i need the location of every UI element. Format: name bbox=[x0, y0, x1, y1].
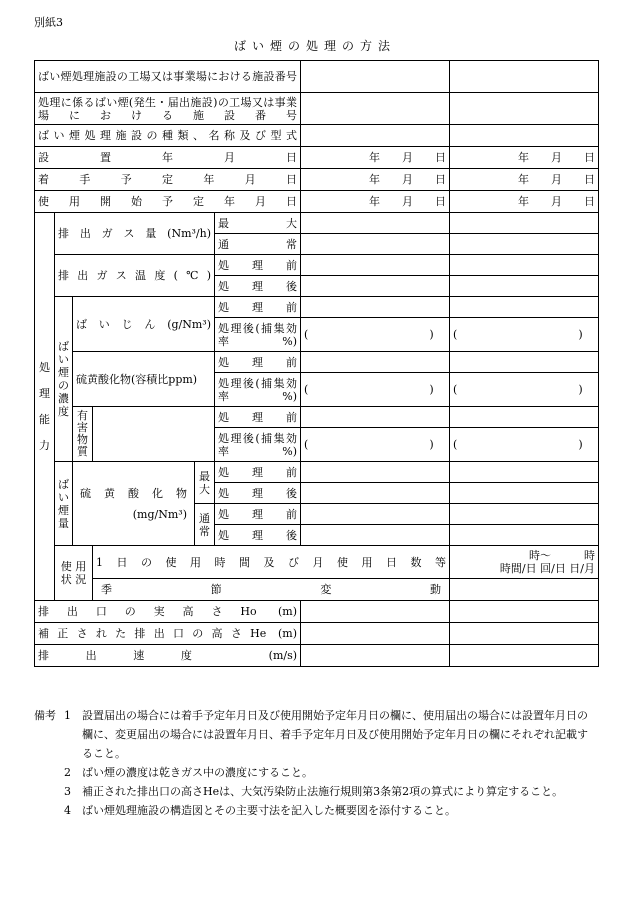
amount-normal-before-field-1[interactable] bbox=[301, 504, 450, 525]
note-text: 補正された排出口の高さHeは、大気汚染防止法施行規則第3条第2項の算式により算定すること。 bbox=[82, 785, 564, 798]
related-facility-number-field-2[interactable] bbox=[450, 93, 599, 125]
facility-type-label: ばい煙処理施設の種類、名称及び型式 bbox=[35, 125, 301, 147]
install-date-label: 設置年月日 bbox=[35, 147, 301, 169]
gas-volume-label: 排出ガス量(Nm³/h) bbox=[55, 213, 215, 255]
amount-normal-after-field-2[interactable] bbox=[450, 525, 599, 546]
velocity-label: 排出速度 (m/s) bbox=[35, 645, 301, 667]
velocity-field-2[interactable] bbox=[450, 645, 599, 667]
gas-volume-normal-field-2[interactable] bbox=[450, 234, 599, 255]
annex-label: 別紙3 bbox=[34, 16, 63, 29]
start-date-field-2[interactable]: 年 月 日 bbox=[450, 169, 599, 191]
gas-volume-max-field-2[interactable] bbox=[450, 213, 599, 234]
gas-temp-label: 排出ガス温度(℃) bbox=[55, 255, 215, 297]
note-item bbox=[34, 801, 594, 820]
note-number: 1 bbox=[64, 709, 71, 722]
capacity-section-label: 処 理 能 力 bbox=[35, 213, 55, 601]
dust-before-field-2[interactable] bbox=[450, 297, 599, 318]
sox-ppm-before-label: 処理前 bbox=[215, 352, 301, 373]
gas-temp-before-field-1[interactable] bbox=[301, 255, 450, 276]
facility-number-field-2[interactable] bbox=[450, 61, 599, 93]
note-item bbox=[34, 706, 594, 763]
amount-label: ば い 煙 量 bbox=[55, 462, 73, 546]
harmful-before-field-2[interactable] bbox=[450, 407, 599, 428]
note-text: ばい煙の濃度は乾きガス中の濃度にすること。 bbox=[82, 766, 313, 779]
start-date-label: 着手予定年月日 bbox=[35, 169, 301, 191]
amount-max-label: 最 大 bbox=[195, 462, 215, 504]
note-item bbox=[34, 782, 594, 801]
gas-volume-normal-label: 通常 bbox=[215, 234, 301, 255]
notes-section bbox=[34, 706, 594, 820]
use-date-field-1[interactable]: 年 月 日 bbox=[301, 191, 450, 213]
dust-after-field-2[interactable]: ( ) bbox=[450, 318, 599, 352]
corrected-height-field-1[interactable] bbox=[301, 623, 450, 645]
install-date-field-1[interactable]: 年 月 日 bbox=[301, 147, 450, 169]
gas-temp-after-label: 処理後 bbox=[215, 276, 301, 297]
usage-hours-field-1-line1: 時〜 時 bbox=[529, 549, 596, 562]
usage-hours-field-1[interactable] bbox=[450, 546, 599, 579]
usage-hours-field-1-line2: 時間/日 回/日 日/月 bbox=[499, 562, 596, 575]
install-date-field-2[interactable]: 年 月 日 bbox=[450, 147, 599, 169]
sox-ppm-label: 硫黄酸化物(容積比ppm) bbox=[73, 352, 215, 407]
facility-number-label: ばい煙処理施設の工場又は事業場における施設番号 bbox=[35, 61, 301, 93]
harmful-after-field-2[interactable]: ( ) bbox=[450, 428, 599, 462]
sox-ppm-after-label: 処理後(捕集効率%) bbox=[215, 373, 301, 407]
actual-height-label: 排出口の実高さHo (m) bbox=[35, 601, 301, 623]
dust-before-label: 処理前 bbox=[215, 297, 301, 318]
gas-volume-normal-field-1[interactable] bbox=[301, 234, 450, 255]
related-facility-number-label: 処理に係るばい煙(発生・届出施設)の工場又は事業場における施設番号 bbox=[35, 93, 301, 125]
gas-volume-max-field-1[interactable] bbox=[301, 213, 450, 234]
harmful-after-label: 処理後(捕集効率%) bbox=[215, 428, 301, 462]
sox-amount-unit: (mg/Nm³) bbox=[132, 507, 187, 521]
sox-ppm-after-field-1[interactable]: ( ) bbox=[301, 373, 450, 407]
actual-height-field-2[interactable] bbox=[450, 601, 599, 623]
sox-ppm-before-field-1[interactable] bbox=[301, 352, 450, 373]
velocity-field-1[interactable] bbox=[301, 645, 450, 667]
sox-amount-name: 硫黄酸化物 bbox=[80, 486, 187, 500]
dust-after-label: 処理後(捕集効率%) bbox=[215, 318, 301, 352]
harmful-name-field[interactable] bbox=[93, 407, 215, 462]
amount-max-after-field-1[interactable] bbox=[301, 483, 450, 504]
sox-ppm-after-field-2[interactable]: ( ) bbox=[450, 373, 599, 407]
note-text: ばい煙処理施設の構造図とその主要寸法を記入した概要図を添付すること。 bbox=[82, 804, 456, 817]
gas-temp-before-label: 処理前 bbox=[215, 255, 301, 276]
amount-normal-after-label: 処理後 bbox=[215, 525, 301, 546]
facility-type-field-1[interactable] bbox=[301, 125, 450, 147]
amount-normal-after-field-1[interactable] bbox=[301, 525, 450, 546]
amount-normal-label: 通 常 bbox=[195, 504, 215, 546]
dust-after-field-1[interactable]: ( ) bbox=[301, 318, 450, 352]
gas-temp-after-field-1[interactable] bbox=[301, 276, 450, 297]
amount-max-after-label: 処理後 bbox=[215, 483, 301, 504]
harmful-before-label: 処理前 bbox=[215, 407, 301, 428]
harmful-after-field-1[interactable]: ( ) bbox=[301, 428, 450, 462]
dust-before-field-1[interactable] bbox=[301, 297, 450, 318]
note-text: 設置届出の場合には着手予定年月日及び使用開始予定年月日の欄に、使用届出の場合には設置年月日の欄に、変更届出の場合には設置年月日、着手予定年月日及び使用開始予定年月日の欄にそれぞれ記載すること。 bbox=[82, 709, 588, 760]
note-number: 3 bbox=[64, 785, 71, 798]
use-date-field-2[interactable]: 年 月 日 bbox=[450, 191, 599, 213]
harmful-before-field-1[interactable] bbox=[301, 407, 450, 428]
sox-amount-label bbox=[73, 462, 195, 546]
corrected-height-label: 補正された排出口の高さHe (m) bbox=[35, 623, 301, 645]
facility-number-field-1[interactable] bbox=[301, 61, 450, 93]
form-table bbox=[34, 60, 599, 667]
note-item bbox=[34, 763, 594, 782]
amount-max-after-field-2[interactable] bbox=[450, 483, 599, 504]
use-date-label: 使用開始予定年月日 bbox=[35, 191, 301, 213]
actual-height-field-1[interactable] bbox=[301, 601, 450, 623]
corrected-height-field-2[interactable] bbox=[450, 623, 599, 645]
facility-type-field-2[interactable] bbox=[450, 125, 599, 147]
start-date-field-1[interactable]: 年 月 日 bbox=[301, 169, 450, 191]
gas-volume-max-label: 最大 bbox=[215, 213, 301, 234]
amount-max-before-field-2[interactable] bbox=[450, 462, 599, 483]
sox-ppm-before-field-2[interactable] bbox=[450, 352, 599, 373]
concentration-label: ば い 煙 の 濃 度 bbox=[55, 297, 73, 462]
notes-label: 備考 bbox=[34, 709, 56, 722]
dust-label: ばいじん(g/Nm³) bbox=[73, 297, 215, 352]
related-facility-number-field-1[interactable] bbox=[301, 93, 450, 125]
page-title: ばい煙の処理の方法 bbox=[233, 39, 396, 53]
amount-max-before-field-1[interactable] bbox=[301, 462, 450, 483]
note-number: 4 bbox=[64, 804, 71, 817]
amount-max-before-label: 処理前 bbox=[215, 462, 301, 483]
gas-temp-before-field-2[interactable] bbox=[450, 255, 599, 276]
seasonal-label: 季節変動 bbox=[93, 579, 450, 601]
harmful-label: 有 害 物 質 bbox=[73, 407, 93, 462]
seasonal-field-1[interactable] bbox=[450, 579, 599, 601]
gas-temp-after-field-2[interactable] bbox=[450, 276, 599, 297]
usage-hours-label: 1日の使用時間及び月使用日数等 bbox=[93, 546, 450, 579]
note-number: 2 bbox=[64, 766, 71, 779]
amount-normal-before-label: 処理前 bbox=[215, 504, 301, 525]
usage-label: 使 用 状 況 bbox=[55, 546, 93, 601]
amount-normal-before-field-2[interactable] bbox=[450, 504, 599, 525]
